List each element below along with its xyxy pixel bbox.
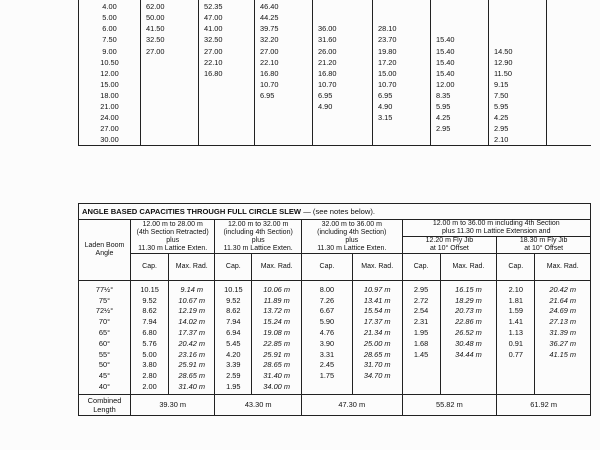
capacity-cell xyxy=(547,101,592,112)
capacity-cell: 2.00 xyxy=(131,381,169,394)
boom-angle-cell: 70° xyxy=(79,316,131,327)
radius-row xyxy=(79,123,592,134)
radius-row xyxy=(79,23,592,34)
max-radius-cell: 31.39 m xyxy=(535,327,591,338)
capacity-cell xyxy=(547,1,592,12)
capacity-cell: 1.13 xyxy=(497,327,535,338)
max-radius-cell xyxy=(535,360,591,371)
capacity-cell xyxy=(547,68,592,79)
capacity-cell: 5.90 xyxy=(302,316,353,327)
capacity-cell: 2.10 xyxy=(497,281,535,295)
capacity-cell: 44.25 xyxy=(255,12,313,23)
laden-boom-angle-header: Laden Boom Angle xyxy=(79,220,131,281)
max-radius-cell: 12.19 m xyxy=(169,306,215,317)
max-radius-cell: 22.86 m xyxy=(440,316,497,327)
angle-row xyxy=(79,316,591,327)
capacity-cell: 17.20 xyxy=(373,57,431,68)
capacity-cell xyxy=(547,90,592,101)
capacity-cell xyxy=(489,12,547,23)
capacity-cell: 16.80 xyxy=(255,68,313,79)
boom-angle-cell: 77½° xyxy=(79,281,131,295)
max-radius-cell xyxy=(440,381,497,394)
capacity-cell: 10.15 xyxy=(131,281,169,295)
capacity-cell xyxy=(255,134,313,146)
capacity-cell: 6.94 xyxy=(215,327,252,338)
max-radius-cell: 13.72 m xyxy=(252,306,302,317)
capacity-cell: 9.52 xyxy=(131,295,169,306)
capacity-cell: 3.39 xyxy=(215,360,252,371)
capacity-cell xyxy=(199,101,255,112)
radius-value: 9.00 xyxy=(79,45,141,56)
capacity-cell: 41.50 xyxy=(141,23,199,34)
cap-header: Cap. xyxy=(215,254,252,281)
capacity-cell xyxy=(547,57,592,68)
radius-row xyxy=(79,57,592,68)
capacity-cell xyxy=(497,370,535,381)
capacity-cell xyxy=(255,123,313,134)
capacity-cell xyxy=(313,123,373,134)
radius-value: 12.00 xyxy=(79,68,141,79)
combined-length-value: 47.30 m xyxy=(302,394,403,415)
max-radius-cell: 21.64 m xyxy=(535,295,591,306)
boom-angle-cell: 60° xyxy=(79,338,131,349)
max-radius-cell: 30.48 m xyxy=(440,338,497,349)
capacity-cell: 5.95 xyxy=(431,101,489,112)
radius-table xyxy=(78,0,591,146)
radius-row xyxy=(79,79,592,90)
boom-angle-cell: 65° xyxy=(79,327,131,338)
max-radius-cell: 20.73 m xyxy=(440,306,497,317)
angle-capacity-table xyxy=(78,203,591,416)
max-radius-cell: 34.70 m xyxy=(352,370,402,381)
capacity-cell: 4.90 xyxy=(313,101,373,112)
radius-value: 10.50 xyxy=(79,57,141,68)
max-radius-cell xyxy=(352,381,402,394)
capacity-cell: 2.10 xyxy=(489,134,547,146)
capacity-cell xyxy=(313,134,373,146)
capacity-cell xyxy=(547,34,592,45)
capacity-cell: 5.95 xyxy=(489,101,547,112)
capacity-cell xyxy=(431,134,489,146)
radius-row xyxy=(79,12,592,23)
angle-row xyxy=(79,338,591,349)
capacity-cell xyxy=(373,12,431,23)
combined-length-value: 61.92 m xyxy=(497,394,591,415)
max-radius-cell: 25.91 m xyxy=(169,360,215,371)
capacity-cell: 1.95 xyxy=(402,327,440,338)
capacity-cell: 7.50 xyxy=(489,90,547,101)
cap-header: Cap. xyxy=(131,254,169,281)
capacity-cell: 4.25 xyxy=(489,112,547,123)
capacity-cell xyxy=(489,23,547,34)
capacity-cell: 16.80 xyxy=(313,68,373,79)
boom-angle-cell: 45° xyxy=(79,370,131,381)
capacity-cell xyxy=(431,1,489,12)
max-radius-cell: 26.52 m xyxy=(440,327,497,338)
capacity-cell xyxy=(547,12,592,23)
boom-angle-cell: 75° xyxy=(79,295,131,306)
capacity-cell xyxy=(141,112,199,123)
capacity-cell xyxy=(141,101,199,112)
capacity-cell: 5.00 xyxy=(131,349,169,360)
capacity-cell xyxy=(547,123,592,134)
capacity-cell xyxy=(497,381,535,394)
boom-angle-cell: 50° xyxy=(79,360,131,371)
max-radius-cell: 9.14 m xyxy=(169,281,215,295)
capacity-cell: 5.45 xyxy=(215,338,252,349)
radius-value: 30.00 xyxy=(79,134,141,146)
capacity-cell: 27.00 xyxy=(141,45,199,56)
capacity-cell: 9.15 xyxy=(489,79,547,90)
capacity-cell xyxy=(141,90,199,101)
capacity-cell: 16.80 xyxy=(199,68,255,79)
capacity-cell: 31.60 xyxy=(313,34,373,45)
angle-row xyxy=(79,306,591,317)
capacity-cell xyxy=(402,381,440,394)
capacity-cell xyxy=(141,57,199,68)
capacity-cell: 7.94 xyxy=(215,316,252,327)
max-radius-cell xyxy=(440,360,497,371)
radius-row xyxy=(79,68,592,79)
capacity-cell xyxy=(373,134,431,146)
angle-row xyxy=(79,327,591,338)
max-radius-cell: 23.16 m xyxy=(169,349,215,360)
max-radius-cell: 15.24 m xyxy=(252,316,302,327)
capacity-cell: 6.80 xyxy=(131,327,169,338)
capacity-cell: 1.45 xyxy=(402,349,440,360)
radius-capacity-table xyxy=(78,0,591,174)
boom-angle-cell: 72½° xyxy=(79,306,131,317)
capacity-cell: 2.95 xyxy=(402,281,440,295)
boom-angle-cell: 40° xyxy=(79,381,131,394)
capacity-cell xyxy=(313,12,373,23)
capacity-cell: 1.59 xyxy=(497,306,535,317)
max-radius-cell: 25.00 m xyxy=(352,338,402,349)
cap-header: Cap. xyxy=(497,254,535,281)
capacity-cell: 15.40 xyxy=(431,45,489,56)
capacity-cell: 15.40 xyxy=(431,34,489,45)
capacity-cell xyxy=(141,79,199,90)
capacity-cell: 27.00 xyxy=(255,45,313,56)
capacity-cell: 36.00 xyxy=(313,23,373,34)
capacity-cell: 4.90 xyxy=(373,101,431,112)
cap-header: Cap. xyxy=(402,254,440,281)
capacity-cell xyxy=(431,12,489,23)
capacity-cell: 2.31 xyxy=(402,316,440,327)
capacity-cell xyxy=(547,112,592,123)
max-radius-cell: 20.42 m xyxy=(169,338,215,349)
capacity-cell xyxy=(141,68,199,79)
capacity-cell xyxy=(489,34,547,45)
capacity-cell: 2.80 xyxy=(131,370,169,381)
capacity-cell xyxy=(547,134,592,146)
capacity-cell: 41.00 xyxy=(199,23,255,34)
capacity-cell: 21.20 xyxy=(313,57,373,68)
capacity-cell: 12.90 xyxy=(489,57,547,68)
capacity-cell: 26.00 xyxy=(313,45,373,56)
capacity-cell: 10.70 xyxy=(313,79,373,90)
angle-row xyxy=(79,381,591,394)
max-radius-cell: 15.54 m xyxy=(352,306,402,317)
max-radius-cell: 25.91 m xyxy=(252,349,302,360)
angle-row xyxy=(79,281,591,295)
radius-value: 4.00 xyxy=(79,1,141,12)
capacity-cell: 32.50 xyxy=(199,34,255,45)
capacity-cell xyxy=(199,123,255,134)
angle-row xyxy=(79,349,591,360)
radius-value: 27.00 xyxy=(79,123,141,134)
combined-length-value: 55.82 m xyxy=(402,394,497,415)
capacity-cell: 7.94 xyxy=(131,316,169,327)
combined-length-value: 39.30 m xyxy=(131,394,215,415)
capacity-cell xyxy=(255,112,313,123)
capacity-cell: 2.59 xyxy=(215,370,252,381)
capacity-cell: 50.00 xyxy=(141,12,199,23)
capacity-cell: 15.40 xyxy=(431,57,489,68)
radius-value: 15.00 xyxy=(79,79,141,90)
group-header-wide: 12.00 m to 36.00 m including 4th Section plus 11.30 m Lattice Extension and xyxy=(402,220,590,237)
max-radius-cell: 31.70 m xyxy=(352,360,402,371)
capacity-cell xyxy=(402,370,440,381)
capacity-cell xyxy=(199,112,255,123)
group-header-1: 12.00 m to 28.00 m (4th Section Retracted) plus 11.30 m Lattice Exten. xyxy=(131,220,215,254)
group-header-3: 32.00 m to 36.00 m (including 4th Section) plus 11.30 m Lattice Exten. xyxy=(302,220,403,254)
capacity-cell xyxy=(373,123,431,134)
capacity-cell xyxy=(547,45,592,56)
capacity-cell: 7.26 xyxy=(302,295,353,306)
capacity-cell: 62.00 xyxy=(141,1,199,12)
capacity-cell: 8.62 xyxy=(215,306,252,317)
capacity-cell xyxy=(255,101,313,112)
capacity-cell: 2.72 xyxy=(402,295,440,306)
capacity-cell: 9.52 xyxy=(215,295,252,306)
capacity-cell: 1.68 xyxy=(402,338,440,349)
capacity-cell xyxy=(199,134,255,146)
max-radius-cell: 28.65 m xyxy=(169,370,215,381)
angle-row xyxy=(79,295,591,306)
max-radius-cell: 21.34 m xyxy=(352,327,402,338)
radius-row xyxy=(79,34,592,45)
max-radius-cell: 31.40 m xyxy=(252,370,302,381)
jib-header-2: 18.30 m Fly Jib at 10° Offset xyxy=(497,237,591,254)
capacity-cell: 8.62 xyxy=(131,306,169,317)
max-radius-cell: 10.67 m xyxy=(169,295,215,306)
capacity-cell: 8.00 xyxy=(302,281,353,295)
angle-row xyxy=(79,370,591,381)
capacity-cell: 14.50 xyxy=(489,45,547,56)
radius-row xyxy=(79,101,592,112)
radius-value: 21.00 xyxy=(79,101,141,112)
capacity-cell: 3.31 xyxy=(302,349,353,360)
capacity-cell: 10.70 xyxy=(373,79,431,90)
capacity-cell: 23.70 xyxy=(373,34,431,45)
max-radius-cell: 17.37 m xyxy=(169,327,215,338)
capacity-cell: 15.40 xyxy=(431,68,489,79)
max-radius-cell: 27.13 m xyxy=(535,316,591,327)
max-radius-cell: 31.40 m xyxy=(169,381,215,394)
max-radius-cell: 41.15 m xyxy=(535,349,591,360)
capacity-cell xyxy=(402,360,440,371)
rad-header: Max. Rad. xyxy=(169,254,215,281)
capacity-cell: 1.75 xyxy=(302,370,353,381)
max-radius-cell: 10.06 m xyxy=(252,281,302,295)
max-radius-cell: 19.08 m xyxy=(252,327,302,338)
max-radius-cell: 28.65 m xyxy=(252,360,302,371)
capacity-cell: 10.15 xyxy=(215,281,252,295)
capacity-cell xyxy=(497,360,535,371)
capacity-cell: 27.00 xyxy=(199,45,255,56)
capacity-cell: 1.41 xyxy=(497,316,535,327)
max-radius-cell: 36.27 m xyxy=(535,338,591,349)
rad-header: Max. Rad. xyxy=(352,254,402,281)
radius-value: 6.00 xyxy=(79,23,141,34)
capacity-cell: 1.81 xyxy=(497,295,535,306)
angle-capacity-table-wrapper xyxy=(78,203,591,416)
max-radius-cell: 24.69 m xyxy=(535,306,591,317)
capacity-cell: 19.80 xyxy=(373,45,431,56)
max-radius-cell: 10.97 m xyxy=(352,281,402,295)
rad-header: Max. Rad. xyxy=(252,254,302,281)
max-radius-cell: 18.29 m xyxy=(440,295,497,306)
rad-header: Max. Rad. xyxy=(440,254,497,281)
max-radius-cell: 34.00 m xyxy=(252,381,302,394)
capacity-cell: 39.75 xyxy=(255,23,313,34)
capacity-cell: 52.35 xyxy=(199,1,255,12)
capacity-cell: 6.95 xyxy=(313,90,373,101)
capacity-cell: 15.00 xyxy=(373,68,431,79)
boom-angle-cell: 55° xyxy=(79,349,131,360)
capacity-cell: 6.95 xyxy=(373,90,431,101)
capacity-cell: 8.35 xyxy=(431,90,489,101)
capacity-cell: 2.95 xyxy=(489,123,547,134)
max-radius-cell: 20.42 m xyxy=(535,281,591,295)
capacity-cell: 0.77 xyxy=(497,349,535,360)
radius-row xyxy=(79,134,592,146)
max-radius-cell: 14.02 m xyxy=(169,316,215,327)
capacity-cell xyxy=(302,381,353,394)
combined-length-label: Combined Length xyxy=(79,394,131,415)
capacity-cell: 1.95 xyxy=(215,381,252,394)
radius-value: 7.50 xyxy=(79,34,141,45)
capacity-cell: 46.40 xyxy=(255,1,313,12)
radius-row xyxy=(79,45,592,56)
capacity-cell xyxy=(431,23,489,34)
combined-length-value: 43.30 m xyxy=(215,394,302,415)
capacity-cell: 0.91 xyxy=(497,338,535,349)
max-radius-cell: 34.44 m xyxy=(440,349,497,360)
capacity-cell: 4.25 xyxy=(431,112,489,123)
capacity-cell: 28.10 xyxy=(373,23,431,34)
max-radius-cell: 22.85 m xyxy=(252,338,302,349)
capacity-cell: 3.90 xyxy=(302,338,353,349)
radius-value: 18.00 xyxy=(79,90,141,101)
capacity-cell xyxy=(313,112,373,123)
cap-header: Cap. xyxy=(302,254,353,281)
capacity-cell: 22.10 xyxy=(199,57,255,68)
capacity-cell: 32.20 xyxy=(255,34,313,45)
capacity-cell: 32.50 xyxy=(141,34,199,45)
capacity-cell: 2.95 xyxy=(431,123,489,134)
capacity-cell xyxy=(199,79,255,90)
capacity-cell: 4.76 xyxy=(302,327,353,338)
capacity-cell xyxy=(313,1,373,12)
capacity-cell: 22.10 xyxy=(255,57,313,68)
capacity-cell: 5.76 xyxy=(131,338,169,349)
capacity-cell: 2.54 xyxy=(402,306,440,317)
max-radius-cell: 11.89 m xyxy=(252,295,302,306)
capacity-cell: 6.95 xyxy=(255,90,313,101)
max-radius-cell: 17.37 m xyxy=(352,316,402,327)
capacity-cell xyxy=(547,79,592,90)
capacity-cell: 3.15 xyxy=(373,112,431,123)
capacity-cell xyxy=(141,134,199,146)
max-radius-cell: 28.65 m xyxy=(352,349,402,360)
capacity-cell: 3.80 xyxy=(131,360,169,371)
table-title: ANGLE BASED CAPACITIES THROUGH FULL CIRCLE SLEW — (see notes below). xyxy=(79,204,591,220)
angle-row xyxy=(79,360,591,371)
rad-header: Max. Rad. xyxy=(535,254,591,281)
radius-row xyxy=(79,1,592,12)
radius-value: 24.00 xyxy=(79,112,141,123)
capacity-cell xyxy=(199,90,255,101)
max-radius-cell xyxy=(535,370,591,381)
capacity-cell xyxy=(489,1,547,12)
radius-row xyxy=(79,90,592,101)
max-radius-cell xyxy=(535,381,591,394)
capacity-cell: 2.45 xyxy=(302,360,353,371)
capacity-cell: 11.50 xyxy=(489,68,547,79)
jib-header-1: 12.20 m Fly Jib at 10° Offset xyxy=(402,237,497,254)
capacity-cell xyxy=(373,1,431,12)
capacity-cell xyxy=(141,123,199,134)
radius-row xyxy=(79,112,592,123)
radius-value: 5.00 xyxy=(79,12,141,23)
max-radius-cell xyxy=(440,370,497,381)
max-radius-cell: 13.41 m xyxy=(352,295,402,306)
capacity-cell: 47.00 xyxy=(199,12,255,23)
capacity-cell: 12.00 xyxy=(431,79,489,90)
capacity-cell xyxy=(547,23,592,34)
capacity-cell: 4.20 xyxy=(215,349,252,360)
max-radius-cell: 16.15 m xyxy=(440,281,497,295)
capacity-cell: 10.70 xyxy=(255,79,313,90)
capacity-cell: 6.67 xyxy=(302,306,353,317)
group-header-2: 12.00 m to 32.00 m (including 4th Section) plus 11.30 m Lattice Exten. xyxy=(215,220,302,254)
